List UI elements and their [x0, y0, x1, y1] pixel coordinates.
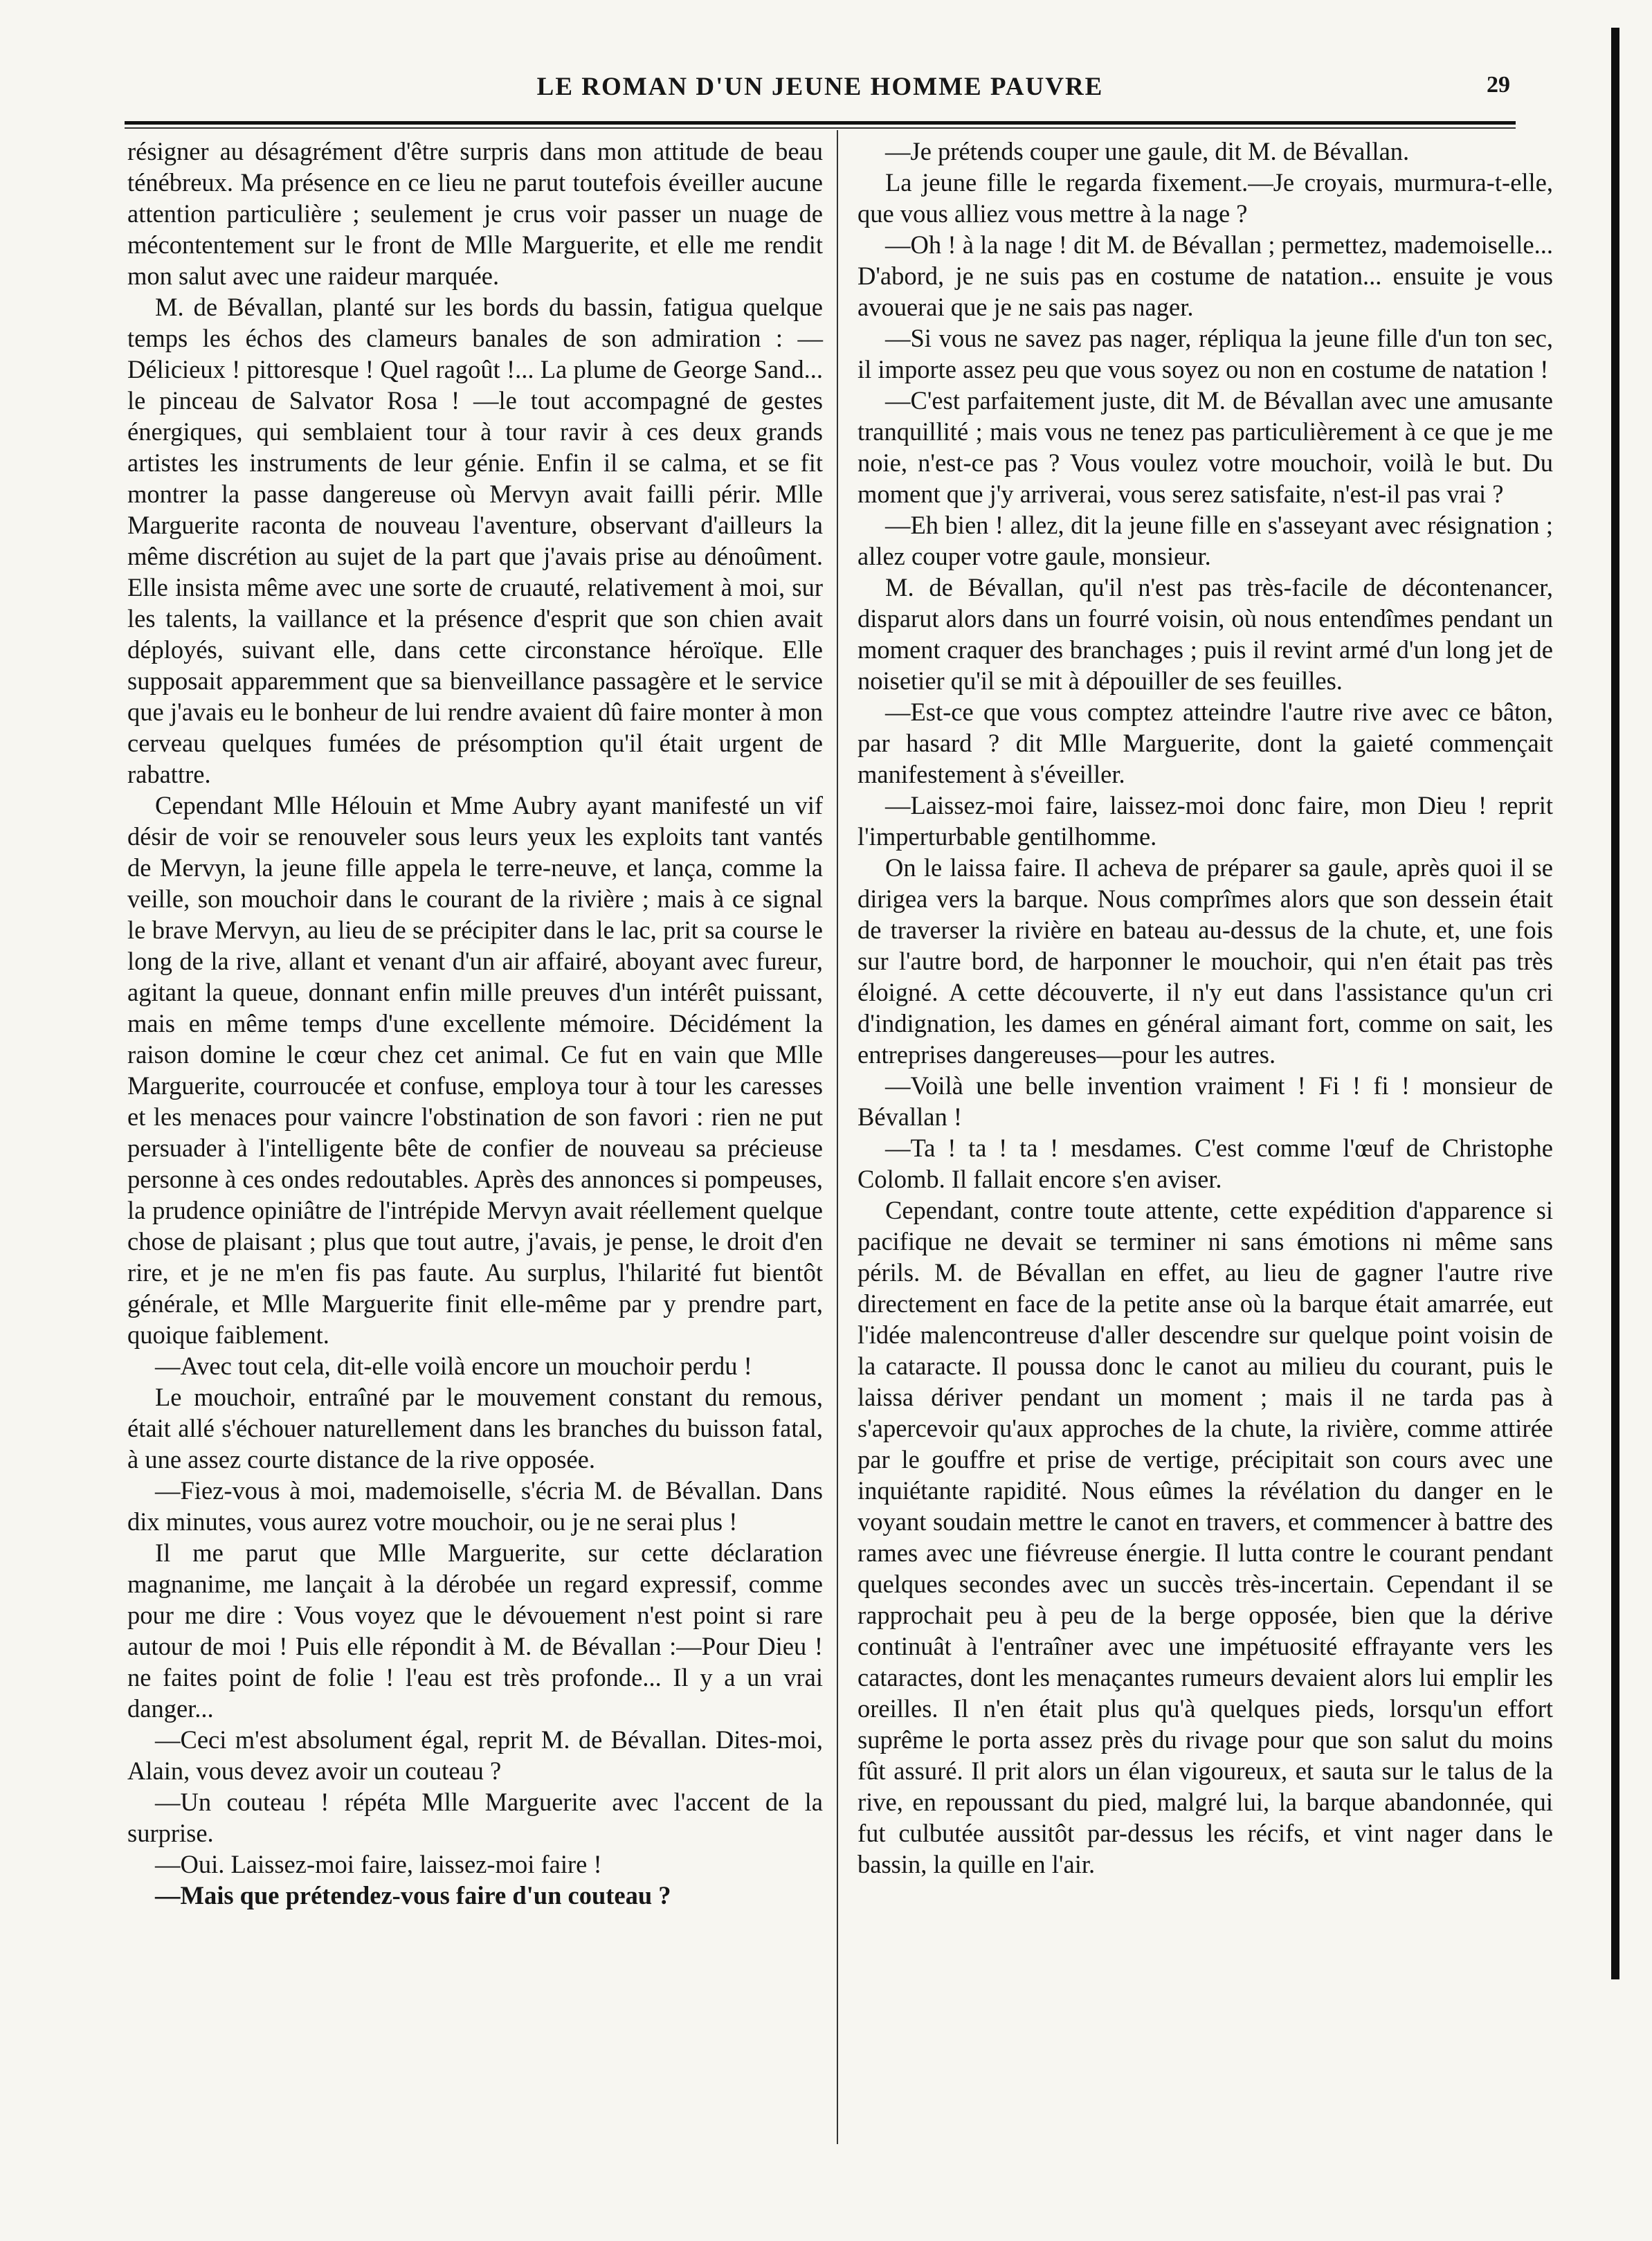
page-header — [125, 66, 1516, 115]
paragraph: —Un couteau ! répéta Mlle Marguerite avec l'accent de la surprise. — [127, 1788, 823, 1847]
paragraph: La jeune fille le regarda fixement.—Je croyais, murmura-t-elle, que vous alliez vous mettre à la nage ? — [857, 168, 1553, 228]
paragraph: —Si vous ne savez pas nager, répliqua la jeune fille d'un ton sec, il importe assez peu que vous soyez ou non en costume de natation ! — [857, 324, 1553, 383]
header-rule-thin — [125, 127, 1516, 129]
paragraph: Cependant, contre toute attente, cette expédition d'apparence si pacifique ne devait se terminer ni sans émotions ni même sans périls. M. de Bévallan en effet, au lieu de gagner l'autre rive directement en face de la petite anse où la barque était amarrée, eut l'idée malencontreuse d'aller descendre sur quelque point voisin de la cataracte. Il poussa donc le canot au milieu du courant, puis le laissa dériver pendant un moment ; mais il ne tarda pas à s'apercevoir qu'aux approches de la chute, la rivière, comme attirée par le gouffre et prise de vertige, précipitait son cours avec une inquiétante rapidité. Nous eûmes la révélation du danger en le voyant soudain mettre le canot en travers, et commencer à battre des rames avec une fiévreuse énergie. Il lutta contre le courant pendant quelques secondes avec un succès très-incertain. Cependant il se rapprochait peu à peu de la berge opposée, bien que la dérive continuât à l'entraîner avec une impétuosité effrayante vers les cataractes, dont les menaçantes rumeurs devaient alors lui emplir les oreilles. Il n'en était plus qu'à quelques pieds, lorsqu'un effort suprême le porta assez près du rivage pour que son salut du moins fût assuré. Il prit alors un élan vigoureux, et sauta sur le talus de la rive, en repoussant du pied, malgré lui, la barque abandonnée, qui fut culbutée aussitôt par-dessus les récifs, et vint nager dans le bassin, la quille en l'air. — [857, 1196, 1553, 1878]
paragraph: —Avec tout cela, dit-elle voilà encore un mouchoir perdu ! — [155, 1352, 752, 1380]
running-title: LE ROMAN D'UN JEUNE HOMME PAUVRE — [536, 73, 1104, 101]
paragraph: —C'est parfaitement juste, dit M. de Bévallan avec une amusante tranquillité ; mais vous ne tenez pas particulièrement à ce que je me noie, n'est-ce pas ? Vous voulez votre mouchoir, voilà le but. Du moment que j'y arriverai, vous serez satisfaite, n'est-il pas vrai ? — [857, 386, 1553, 508]
paragraph: —Oh ! à la nage ! dit M. de Bévallan ; permettez, mademoiselle... D'abord, je ne suis pas en costume de natation... ensuite je vous avouerai que je ne sais pas nager. — [857, 230, 1553, 321]
paragraph: Il me parut que Mlle Marguerite, sur cette déclaration magnanime, me lançait à la dérobée un regard expressif, comme pour me dire : Vous voyez que le dévouement n'est point si rare autour de moi ! Puis elle répondit à M. de Bévallan :—Pour Dieu ! ne faites point de folie ! l'eau est très profonde... Il y a un vrai danger... — [127, 1539, 823, 1723]
paragraph: M. de Bévallan, qu'il n'est pas très-facile de décontenancer, disparut alors dans un fourré voisin, où nous entendîmes pendant un moment craquer des branchages ; puis il revint armé d'un long jet de noisetier qu'il se mit à dépouiller de ses feuilles. — [857, 573, 1553, 695]
paragraph: —Ceci m'est absolument égal, reprit M. de Bévallan. Dites-moi, Alain, vous devez avoir un couteau ? — [127, 1725, 823, 1785]
paragraph: résigner au désagrément d'être surpris dans mon attitude de beau ténébreux. Ma présence en ce lieu ne parut toutefois éveiller aucune attention particulière ; seulement je crus voir passer un nuage de mécontentement sur le front de Mlle Marguerite, et elle me rendit mon salut avec une raideur marquée. — [127, 137, 823, 290]
paragraph: —Est-ce que vous comptez atteindre l'autre rive avec ce bâton, par hasard ? dit Mlle Marguerite, dont la gaieté commençait manifestement à s'éveiller. — [857, 698, 1553, 788]
header-rule — [125, 121, 1516, 125]
paragraph: Cependant Mlle Hélouin et Mme Aubry ayant manifesté un vif désir de voir se renouveler sous leurs yeux les exploits tant vantés de Mervyn, la jeune fille appela le terre-neuve, et lança, comme la veille, son mouchoir dans le courant de la rivière ; mais à ce signal le brave Mervyn, au lieu de se précipiter dans le lac, prit sa course le long de la rive, allant et venant d'un air affairé, aboyant avec fureur, agitant la queue, donnant enfin mille preuves d'un intérêt puissant, mais en même temps d'une excellente mémoire. Décidément la raison domine le cœur chez cet animal. Ce fut en vain que Mlle Marguerite, courroucée et confuse, employa tour à tour les caresses et les menaces pour vaincre l'obstination de son favori : rien ne put persuader à l'intelligente bête de confier de nouveau sa précieuse personne à ces ondes redoutables. Après des annonces si pompeuses, la prudence opiniâtre de l'intrépide Mervyn avait réellement quelque chose de plaisant ; plus que tout autre, j'avais, je pense, le droit d'en rire, et je ne m'en fis pas faute. Au surplus, l'hilarité fut bientôt générale, et Mlle Marguerite finit elle-même par y prendre part, quoique faiblement. — [127, 791, 823, 1349]
left-column — [127, 136, 823, 1911]
paragraph: —Je prétends couper une gaule, dit M. de Bévallan. — [885, 137, 1410, 165]
paragraph: —Voilà une belle invention vraiment ! Fi ! fi ! monsieur de Bévallan ! — [857, 1071, 1553, 1131]
paragraph: —Eh bien ! allez, dit la jeune fille en s'asseyant avec résignation ; allez couper votre gaule, monsieur. — [857, 511, 1553, 570]
paragraph: M. de Bévallan, planté sur les bords du bassin, fatigua quelque temps les échos des clameurs banales de son admiration : — Délicieux ! pittoresque ! Quel ragoût !... La plume de George Sand... le pinceau de Salvator Rosa ! —le tout accompagné de gestes énergiques, qui semblaient tour à tour ravir à ces deux grands artistes les instruments de leur génie. Enfin il se calma, et se fit montrer la passe dangereuse où Mervyn avait failli périr. Mlle Marguerite raconta de nouveau l'aventure, observant d'ailleurs la même discrétion au sujet de la part que j'avais prise au dénoûment. Elle insista même avec une sorte de cruauté, relativement à moi, sur les talents, la vaillance et la présence d'esprit que son chien avait déployés, suivant elle, dans cette circonstance héroïque. Elle supposait apparemment que sa bienveillance passagère et le service que j'avais eu le bonheur de lui rendre avaient dû faire monter à mon cerveau quelques fumées de présomption qu'il était urgent de rabattre. — [127, 293, 823, 788]
paragraph: —Fiez-vous à moi, mademoiselle, s'écria M. de Bévallan. Dans dix minutes, vous aurez votre mouchoir, ou je ne serai plus ! — [127, 1476, 823, 1536]
paragraph: —Ta ! ta ! ta ! mesdames. C'est comme l'œuf de Christophe Colomb. Il fallait encore s'en aviser. — [857, 1134, 1553, 1193]
paragraph: —Laissez-moi faire, laissez-moi donc faire, mon Dieu ! reprit l'imperturbable gentilhomme. — [857, 791, 1553, 851]
paragraph: Le mouchoir, entraîné par le mouvement constant du remous, était allé s'échouer naturellement dans les branches du buisson fatal, à une assez courte distance de la rive opposée. — [127, 1383, 823, 1473]
paragraph: On le laissa faire. Il acheva de préparer sa gaule, après quoi il se dirigea vers la barque. Nous comprîmes alors que son dessein était de traverser la rivière en bateau au-dessus de la chute, et, une fois sur l'autre bord, de harponner le mouchoir, qui n'en était pas très éloigné. A cette découverte, il n'y eut dans l'assistance qu'un cri d'indignation, les dames en général aimant fort, comme on sait, les entreprises dangereuses—pour les autres. — [857, 853, 1553, 1069]
column-divider — [837, 130, 838, 2144]
page-number: 29 — [1487, 72, 1510, 98]
paragraph: —Oui. Laissez-moi faire, laissez-moi faire ! — [155, 1850, 602, 1878]
binding-edge-bar — [1611, 28, 1619, 1979]
paragraph: —Mais que prétendez-vous faire d'un couteau ? — [155, 1881, 671, 1909]
right-column — [857, 136, 1553, 1880]
